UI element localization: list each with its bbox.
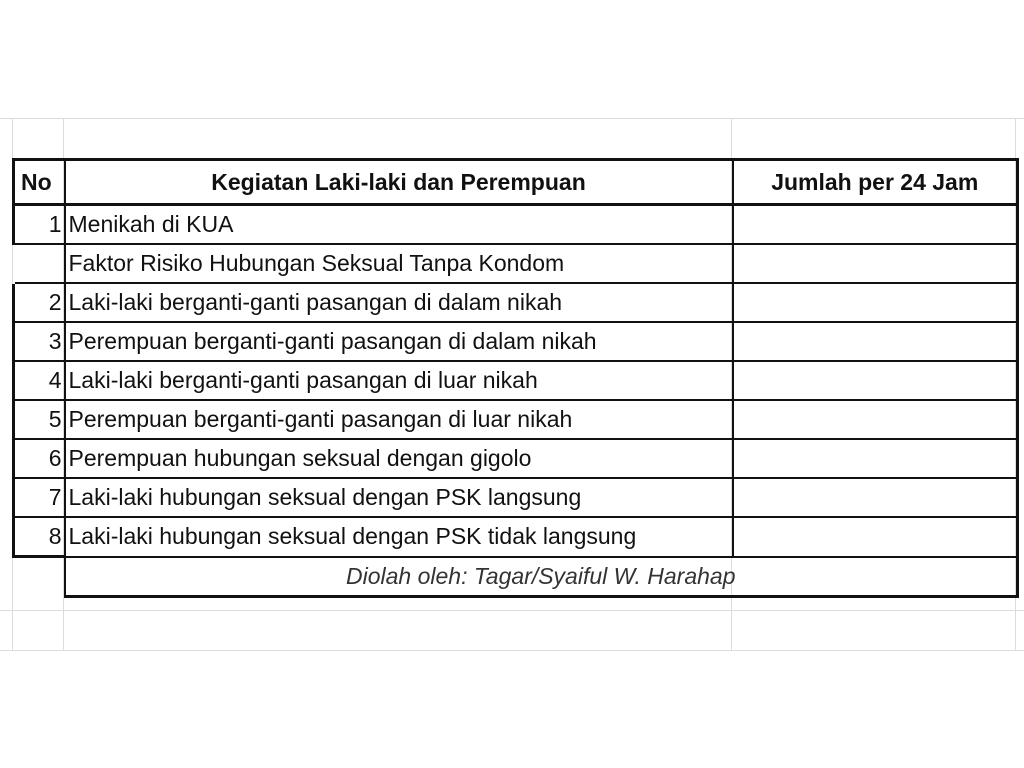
cell-no[interactable]: 2 xyxy=(14,283,65,322)
cell-activity[interactable]: Perempuan berganti-ganti pasangan di dalam nikah xyxy=(65,322,733,361)
table-row xyxy=(14,400,1018,439)
cell-activity[interactable]: Menikah di KUA xyxy=(65,205,733,245)
cell-activity[interactable]: Laki-laki hubungan seksual dengan PSK tidak langsung xyxy=(65,517,733,557)
cell-activity[interactable]: Laki-laki berganti-ganti pasangan di luar nikah xyxy=(65,361,733,400)
cell-activity[interactable]: Perempuan hubungan seksual dengan gigolo xyxy=(65,439,733,478)
credit-row xyxy=(14,557,1018,597)
table-row xyxy=(14,322,1018,361)
gridline xyxy=(0,118,1024,119)
header-amount[interactable]: Jumlah per 24 Jam xyxy=(733,160,1018,205)
table-row-subheading xyxy=(14,244,1018,283)
cell-no[interactable]: 8 xyxy=(14,517,65,557)
header-no[interactable]: No xyxy=(14,160,65,205)
gridline xyxy=(0,650,1024,651)
gridline xyxy=(0,610,1024,611)
table-row xyxy=(14,478,1018,517)
cell-no[interactable]: 1 xyxy=(14,205,65,245)
cell-amount[interactable] xyxy=(733,205,1018,245)
cell-amount[interactable] xyxy=(733,439,1018,478)
cell-amount[interactable] xyxy=(733,361,1018,400)
cell-amount[interactable] xyxy=(733,244,1018,283)
table-row xyxy=(14,439,1018,478)
table-row xyxy=(14,283,1018,322)
header-row xyxy=(14,160,1018,205)
cell-activity[interactable]: Laki-laki hubungan seksual dengan PSK langsung xyxy=(65,478,733,517)
cell-no[interactable]: 6 xyxy=(14,439,65,478)
cell-no[interactable] xyxy=(14,244,65,283)
cell-no[interactable]: 3 xyxy=(14,322,65,361)
table-row xyxy=(14,517,1018,557)
activity-table xyxy=(12,158,1019,598)
cell-no[interactable]: 7 xyxy=(14,478,65,517)
cell-activity[interactable]: Laki-laki berganti-ganti pasangan di dalam nikah xyxy=(65,283,733,322)
cell-amount[interactable] xyxy=(733,517,1018,557)
cell-amount[interactable] xyxy=(733,400,1018,439)
cell-amount[interactable] xyxy=(733,478,1018,517)
cell-no[interactable]: 5 xyxy=(14,400,65,439)
cell-no[interactable]: 4 xyxy=(14,361,65,400)
table-row xyxy=(14,205,1018,245)
cell-activity[interactable]: Faktor Risiko Hubungan Seksual Tanpa Kondom xyxy=(65,244,733,283)
cell-amount[interactable] xyxy=(733,322,1018,361)
cell-amount[interactable] xyxy=(733,283,1018,322)
cell-activity[interactable]: Perempuan berganti-ganti pasangan di luar nikah xyxy=(65,400,733,439)
table-row xyxy=(14,361,1018,400)
header-activity[interactable]: Kegiatan Laki-laki dan Perempuan xyxy=(65,160,733,205)
cell-empty[interactable] xyxy=(14,557,65,597)
credit-text[interactable]: Diolah oleh: Tagar/Syaiful W. Harahap xyxy=(65,557,1018,597)
